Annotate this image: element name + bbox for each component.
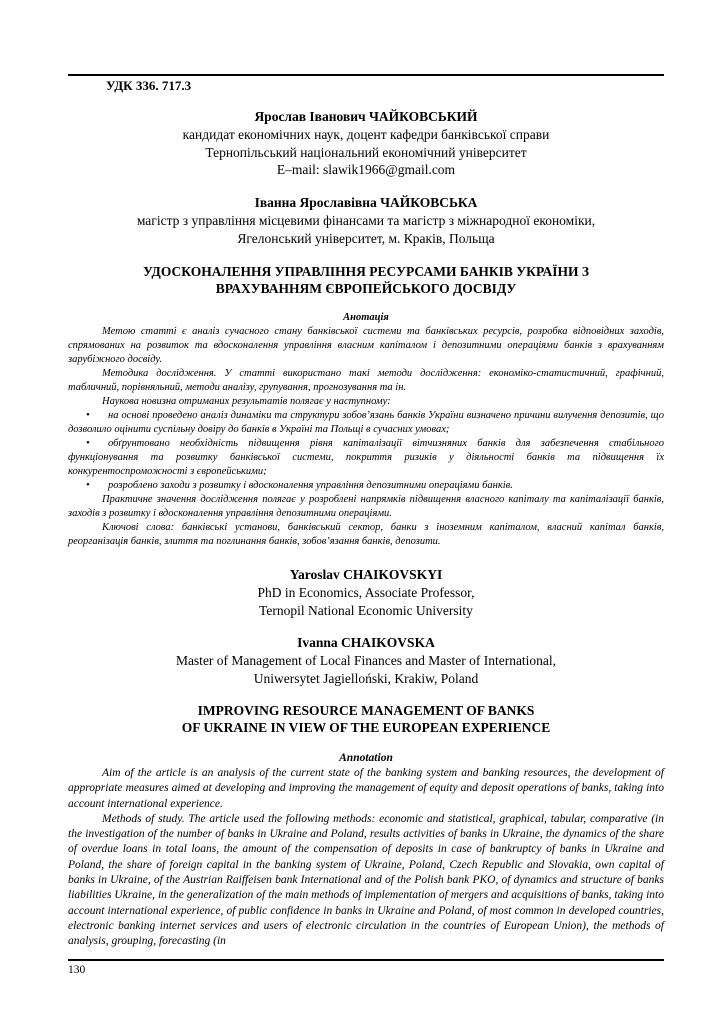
- author1-en-degree: PhD in Economics, Associate Professor,: [257, 585, 475, 600]
- author2-degree: магістр з управління місцевими фінансами та магістр з міжнародної економіки,: [136, 213, 596, 228]
- author1-name: Ярослав Іванович ЧАЙКОВСЬКИЙ: [254, 109, 478, 124]
- annotation-ua-bullet1: [68, 409, 664, 437]
- annotation-ua-keywords: Ключові слова: банківські установи, банківський сектор, банки з іноземним капіталом, власний капітал банків, реорганізація банків, злиття та поглинання банків, зобов’язання банків, депозити.: [68, 522, 664, 547]
- author1-university: Тернопільський національний економічний університет: [205, 144, 527, 160]
- bullet-icon: •: [86, 438, 90, 449]
- title-ua-line1: УДОСКОНАЛЕННЯ УПРАВЛІННЯ РЕСУРСАМИ БАНКІВ УКРАЇНИ З: [143, 264, 589, 279]
- annotation-en-methods: Methods of study. The article used the following methods: economic and statistical, graphical, tabular, comparative (in the investigation of the number of banks in Ukraine and Poland, results activities of banks in Ukraine, the dynamics of the share of overdue loans in total loans, the amount of the compensation of deposits in case of bankruptcy of banks in Ukraine and Poland, the share of foreign capital in the banking system of Ukraine, Poland, Czech Republic and Slovakia, own capital of banks in Ukraine, of the Austrian Raiffeisen bank International and of the Polish bank PKO, of dynamics and structure of banks liabilities Ukraine, in the generalization of the main methods of implementation of mergers and acquisitions of banks, taking into account international experience, of public confidence in banks in Ukraine and Poland, of most common in developed countries, electronic banking internet services and users of electronic circulation in the countries of European Union), the methods of analysis, grouping, forecasting (in: [68, 812, 664, 948]
- title-ua-line2: ВРАХУВАННЯМ ЄВРОПЕЙСЬКОГО ДОСВІДУ: [215, 281, 517, 296]
- author2-name: Іванна Ярославівна ЧАЙКОВСЬКА: [254, 195, 478, 210]
- annotation-ua-novelty: Наукова новизна отриманих результатів полягає у наступному:: [102, 396, 391, 407]
- author2-university: Ягелонський університет, м. Краків, Польща: [237, 230, 495, 246]
- annotation-ua-practical: Практичне значення дослідження полягає у розроблені напрямків підвищення власного капіталу та капіталізації банків, заходів з розвитку і вдосконалення управління депозитними операціями.: [68, 494, 664, 519]
- bullet3-text: розроблено заходи з розвитку і вдосконалення управління депозитними операціями банків.: [108, 480, 513, 491]
- annotation-ua-heading: Анотація: [343, 312, 389, 323]
- annotation-en-aim: Aim of the article is an analysis of the current state of the banking system and banking resources, the development of appropriate measures aimed at developing and improving the management of equity and deposit operations of banks, taking into account international experience.: [68, 767, 664, 810]
- top-rule: [68, 74, 664, 76]
- annotation-ua-bullet3: [68, 479, 664, 493]
- author1-degree: кандидат економічних наук, доцент кафедри банківської справи: [182, 127, 550, 142]
- bullet2-text: обґрунтовано необхідність підвищення рівня капіталізації вітчизняних банків для забезпечення стабільного функціонування та розвитку банківської системи, покриття ризиків у діяльності банків та підвищення їх конкурентоспроможності з європейськими;: [68, 438, 664, 477]
- annotation-ua-aim: Метою статті є аналіз сучасного стану банківської системи та банківських ресурсів, розробка відповідних заходів, спрямованих на розвиток та вдосконалення управління власним капіталом і депозитними операціями банків з врахуванням зарубіжного досвіду.: [68, 326, 664, 365]
- title-en: [68, 702, 664, 736]
- title-en-line2: OF UKRAINE IN VIEW OF THE EUROPEAN EXPERIENCE: [181, 720, 551, 735]
- author2-en-name: Ivanna CHAIKOVSKA: [297, 635, 435, 650]
- author2-en-university: Uniwersytet Jagielloński, Krakiw, Poland: [253, 670, 479, 686]
- author1-block: [68, 108, 664, 179]
- udk-code: УДК 336. 717.3: [106, 78, 192, 93]
- author2-en-degree: Master of Management of Local Finances and Master of International,: [175, 653, 557, 668]
- author2-block: [68, 194, 664, 247]
- bullet-icon: •: [86, 480, 90, 491]
- bottom-rule: [68, 959, 664, 961]
- annotation-ua: [68, 325, 664, 549]
- author1-en-name: Yaroslav CHAIKOVSKYI: [289, 567, 443, 582]
- title-ua: [68, 263, 664, 297]
- bullet1-text: на основі проведено аналіз динаміки та структури зобов’язань банків України визначено причини вилучення депозитів, що дозволило оцінити суспільну довіру до банків в Україні та Польщі в сучасних умовах;: [68, 410, 664, 435]
- page-number: 130: [68, 964, 86, 976]
- annotation-en-heading: Annotation: [339, 752, 393, 764]
- annotation-en: [68, 766, 664, 950]
- annotation-ua-bullet2: [68, 437, 664, 479]
- annotation-ua-methods: Методика дослідження. У статті використано такі методи дослідження: економіко-статистичний, графічний, табличний, порівняльний, методи аналізу, групування, прогнозування та ін.: [68, 368, 664, 393]
- bullet-icon: •: [86, 410, 90, 421]
- author2-en-block: [68, 634, 664, 687]
- author1-en-university: Ternopil National Economic University: [259, 602, 473, 618]
- title-en-line1: IMPROVING RESOURCE MANAGEMENT OF BANKS: [197, 703, 535, 718]
- author1-en-block: [68, 566, 664, 619]
- author1-email[interactable]: E–mail: slawik1966@gmail.com: [276, 162, 456, 177]
